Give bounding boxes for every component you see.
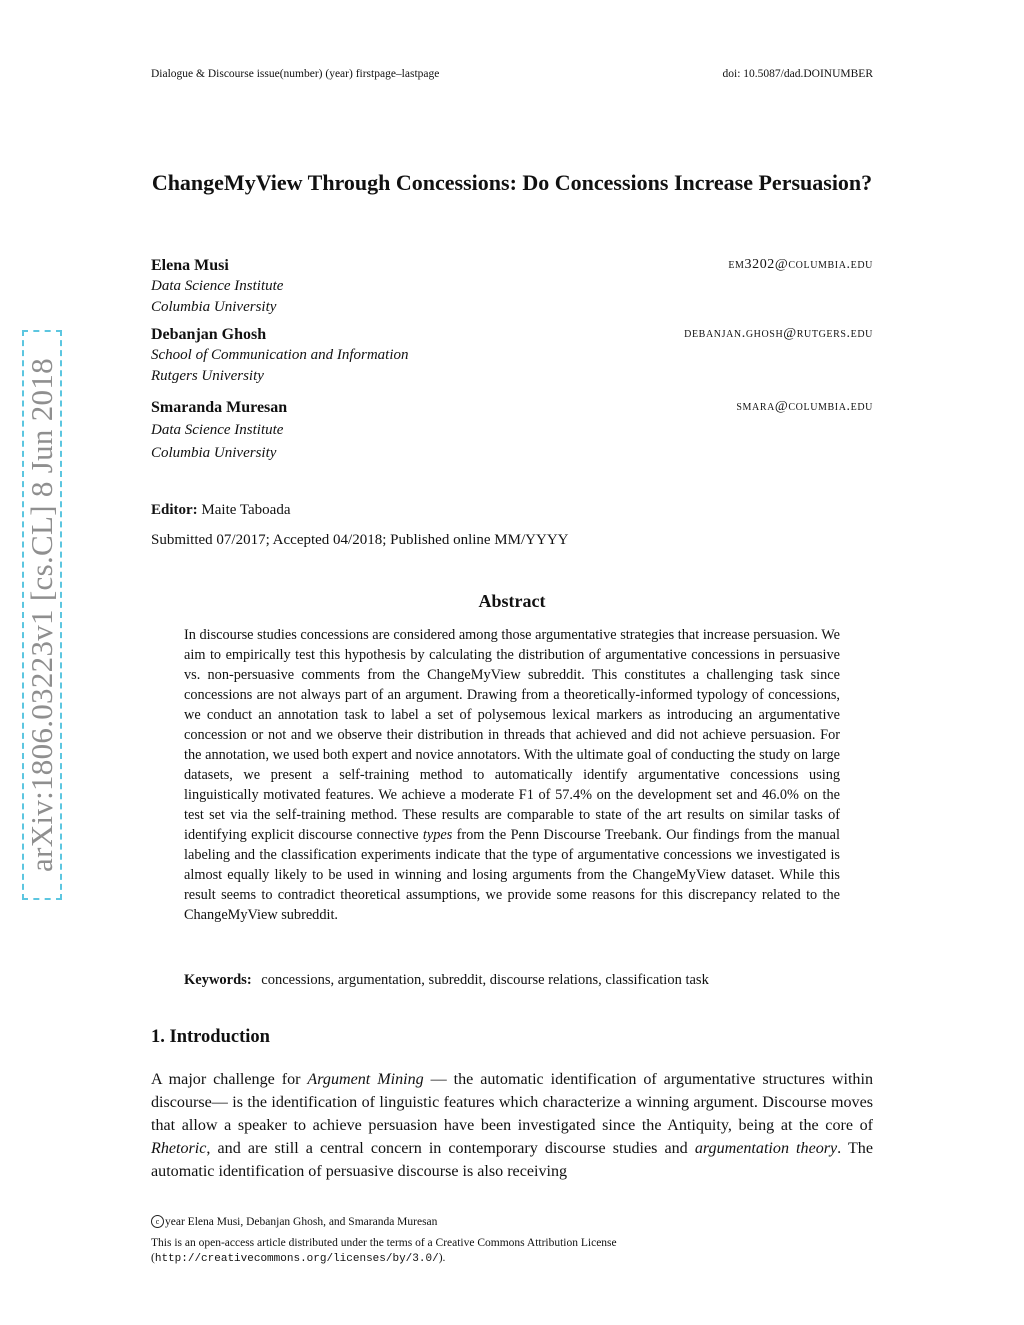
- abstract-text-part: from the Penn Discourse Treebank. Our findings from the manual labeling and the classification experiments indicate that the type of argumentative concessions we investigated is almost equally likely to be used in winning and losing arguments from the ChangeMyView dataset. While this result seems to contradict theoretical assumptions, we provide some reasons for this discrepancy related to the ChangeMyView subreddit.: [184, 827, 840, 923]
- abstract-text: [184, 625, 840, 925]
- intro-italic-term: argumentation theory: [694, 1140, 838, 1157]
- license-paren-close: ).: [438, 1252, 446, 1264]
- abstract-text-part: In discourse studies concessions are considered among those argumentative strategies that increase persuasion. We aim to empirically test this hypothesis by calculating the distribution of argumentative concessions in persuasive vs. non-persuasive comments from the ChangeMyView subreddit. This constitutes a challenging task since concessions are not always part of an argument. Drawing from a theoretically-informed typology of concessions, we conduct an annotation task to label a set of polysemous lexical markers as introducing an argumentative concession or not and we observe their distribution in threads that achieved and did not achieve persuasion. For the annotation, we used both expert and novice annotators. With the ultimate goal of conducting the study on large datasets, we present a self-training method to automatically identify argumentative concessions using linguistically motivated features. We achieve a moderate F1 of 57.4% on the development set and 46.0% on the test set via the self-training method. These results are comparable to state of the art results on similar tasks of identifying explicit discourse connective: [184, 627, 840, 843]
- keywords-list: concessions, argumentation, subreddit, discourse relations, classification task: [261, 972, 709, 988]
- author-institution: Rutgers University: [151, 367, 264, 384]
- editor-name: Maite Taboada: [201, 502, 291, 518]
- intro-text-part: A major challenge for: [151, 1071, 308, 1088]
- author-institution: Columbia University: [151, 444, 277, 461]
- license-url-link[interactable]: http://creativecommons.org/licenses/by/3.0/: [154, 1253, 439, 1265]
- author-affiliation: Data Science Institute: [151, 278, 284, 294]
- author-email[interactable]: em3202@columbia.edu: [728, 257, 873, 272]
- keywords-line: [184, 972, 840, 989]
- license-paren-open: (: [151, 1252, 155, 1264]
- intro-italic-term: Rhetoric: [151, 1140, 207, 1157]
- editor-line: [151, 502, 290, 519]
- paper-title: ChangeMyView Through Concessions: Do Concessions Increase Persuasion?: [151, 170, 873, 195]
- doi: doi: 10.5087/dad.DOINUMBER: [722, 68, 873, 80]
- author-block: [151, 256, 873, 317]
- section-heading: 1. Introduction: [151, 1027, 270, 1047]
- keywords-label: Keywords:: [184, 972, 252, 988]
- abstract-heading: Abstract: [478, 591, 546, 611]
- editor-label: Editor:: [151, 502, 198, 518]
- intro-italic-term: Argument Mining: [307, 1071, 424, 1088]
- author-name: Smaranda Muresan: [151, 399, 288, 416]
- intro-text-part: — the automatic identification of argumentative structures within discourse— is the identification of linguistic features which characterize a winning argument. Discourse moves that allow a speaker to achieve persuasion have been investigated since the Antiquity, being at the core of: [151, 1071, 873, 1134]
- author-affiliation: School of Communication and Information: [151, 347, 409, 363]
- author-institution: Columbia University: [151, 298, 277, 315]
- copyright-text: year Elena Musi, Debanjan Ghosh, and Smaranda Muresan: [165, 1216, 438, 1228]
- arxiv-stamp[interactable]: arXiv:1806.03223v1 [cs.CL] 8 Jun 2018: [22, 330, 62, 900]
- license-url-line: [151, 1251, 617, 1267]
- author-block: [151, 325, 873, 386]
- author-name: Elena Musi: [151, 257, 229, 274]
- license-footnote: [151, 1236, 617, 1267]
- author-email[interactable]: debanjan.ghosh@rutgers.edu: [684, 326, 873, 341]
- intro-paragraph: [151, 1068, 873, 1183]
- journal-info: Dialogue & Discourse issue(number) (year) firstpage–lastpage: [151, 68, 440, 80]
- author-affiliation: Data Science Institute: [151, 422, 284, 438]
- abstract-italic-term: types: [422, 827, 453, 843]
- author-email[interactable]: smara@columbia.edu: [736, 399, 873, 414]
- submission-dates: Submitted 07/2017; Accepted 04/2018; Published online MM/YYYY: [151, 532, 569, 548]
- author-block: [151, 398, 873, 463]
- copyright-icon: c: [151, 1215, 164, 1228]
- copyright-footnote: [151, 1215, 437, 1230]
- intro-text-part: . The automatic identification of persuasive discourse is also receiving: [151, 1140, 873, 1180]
- license-text: This is an open-access article distributed under the terms of a Creative Commons Attribution License: [151, 1237, 617, 1249]
- intro-text-part: , and are still a central concern in contemporary discourse studies and: [206, 1140, 695, 1157]
- author-name: Debanjan Ghosh: [151, 326, 267, 343]
